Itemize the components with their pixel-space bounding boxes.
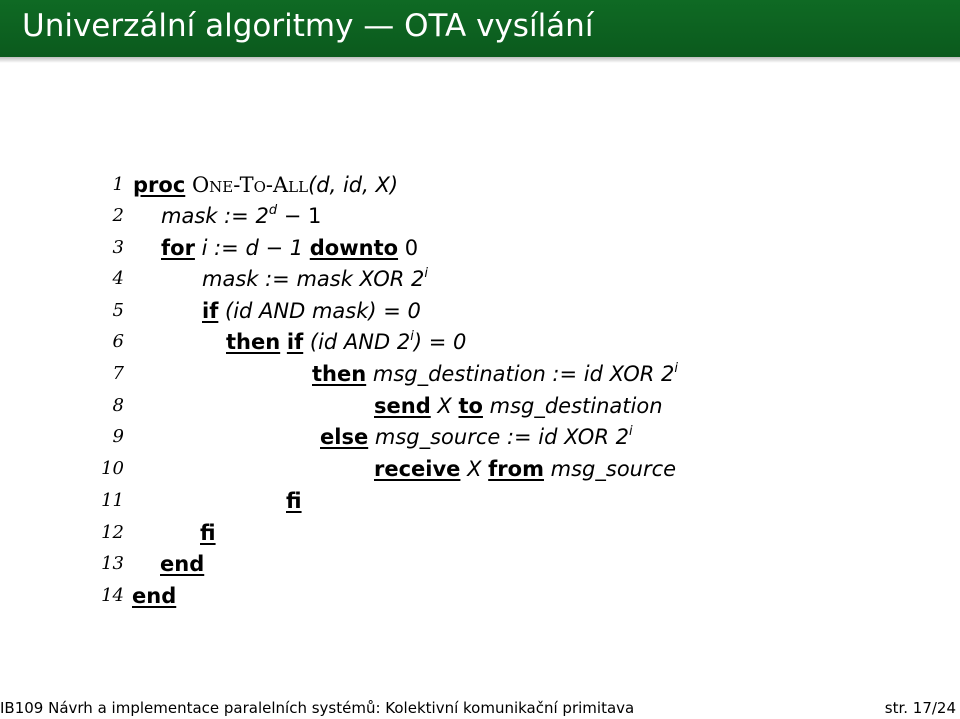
keyword: proc [133, 173, 186, 197]
keyword: from [488, 457, 544, 481]
keyword: fi [200, 521, 216, 545]
line-number: 12 [101, 522, 124, 543]
footer-page-number: str. 17/24 [884, 699, 956, 717]
code-text: msg_source [543, 457, 677, 481]
code-text: i := d − 1 [194, 236, 310, 260]
line-content [320, 422, 633, 452]
code-text: X [430, 394, 459, 418]
line-content [202, 264, 428, 294]
code-text: − 1 [277, 204, 322, 228]
code-text: mask := mask XOR 2 [202, 267, 425, 291]
line-number: 1 [112, 174, 124, 195]
keyword: end [160, 552, 205, 576]
line-content [286, 486, 302, 516]
line-number: 9 [112, 426, 124, 447]
line-number: 13 [101, 553, 124, 574]
keyword: downto [309, 236, 399, 260]
code-text: msg_destination [482, 394, 663, 418]
keyword: if [286, 330, 304, 354]
line-number: 14 [101, 585, 124, 606]
keyword: then [226, 330, 281, 354]
line-content [374, 454, 676, 484]
line-content [161, 201, 321, 231]
keyword: for [161, 236, 195, 260]
keyword: fi [286, 489, 302, 513]
line-content [200, 518, 216, 548]
code-text: mask := 2 [161, 204, 269, 228]
code-text: 0 [398, 236, 419, 260]
keyword: then [312, 362, 367, 386]
line-number: 11 [101, 490, 124, 511]
line-number: 7 [112, 363, 124, 384]
keyword: to [458, 394, 483, 418]
line-number: 3 [112, 237, 124, 258]
line-number: 2 [112, 205, 124, 226]
keyword: send [374, 394, 431, 418]
line-content [312, 359, 678, 389]
line-content [133, 170, 398, 200]
slide-title: Univerzální algoritmy — OTA vysílání [22, 8, 594, 44]
footer-course-title: IB109 Návrh a implementace paralelních systémů: Kolektivní komunikační primitava [0, 699, 635, 717]
code-text: (id AND 2 [303, 330, 411, 354]
line-number: 6 [112, 331, 124, 352]
line-content [161, 233, 418, 263]
code-text: ) = 0 [413, 330, 467, 354]
keyword: receive [374, 457, 461, 481]
superscript: i [674, 361, 679, 376]
code-text: (id AND mask) = 0 [218, 299, 421, 323]
title-shadow [0, 57, 960, 63]
code-text: msg_source := id XOR 2 [368, 425, 629, 449]
line-content [374, 391, 663, 421]
superscript: i [424, 266, 428, 281]
line-number: 4 [112, 268, 124, 289]
line-number: 8 [112, 395, 124, 416]
procedure-args: (d, id, X) [308, 173, 399, 197]
superscript: i [628, 424, 633, 439]
title-bar [0, 0, 960, 57]
keyword: else [320, 425, 369, 449]
keyword: end [132, 584, 177, 608]
line-number: 10 [101, 458, 124, 479]
superscript: d [268, 203, 278, 218]
line-content [226, 327, 466, 357]
footer [0, 698, 960, 719]
procedure-name: One-To-All [191, 173, 309, 197]
line-content [132, 581, 176, 611]
keyword: if [202, 299, 219, 323]
line-content [160, 549, 204, 579]
line-content [202, 296, 421, 326]
line-number: 5 [112, 300, 124, 321]
superscript: i [410, 329, 414, 344]
code-text: msg_destination := id XOR 2 [366, 362, 675, 386]
code-text: X [460, 457, 489, 481]
